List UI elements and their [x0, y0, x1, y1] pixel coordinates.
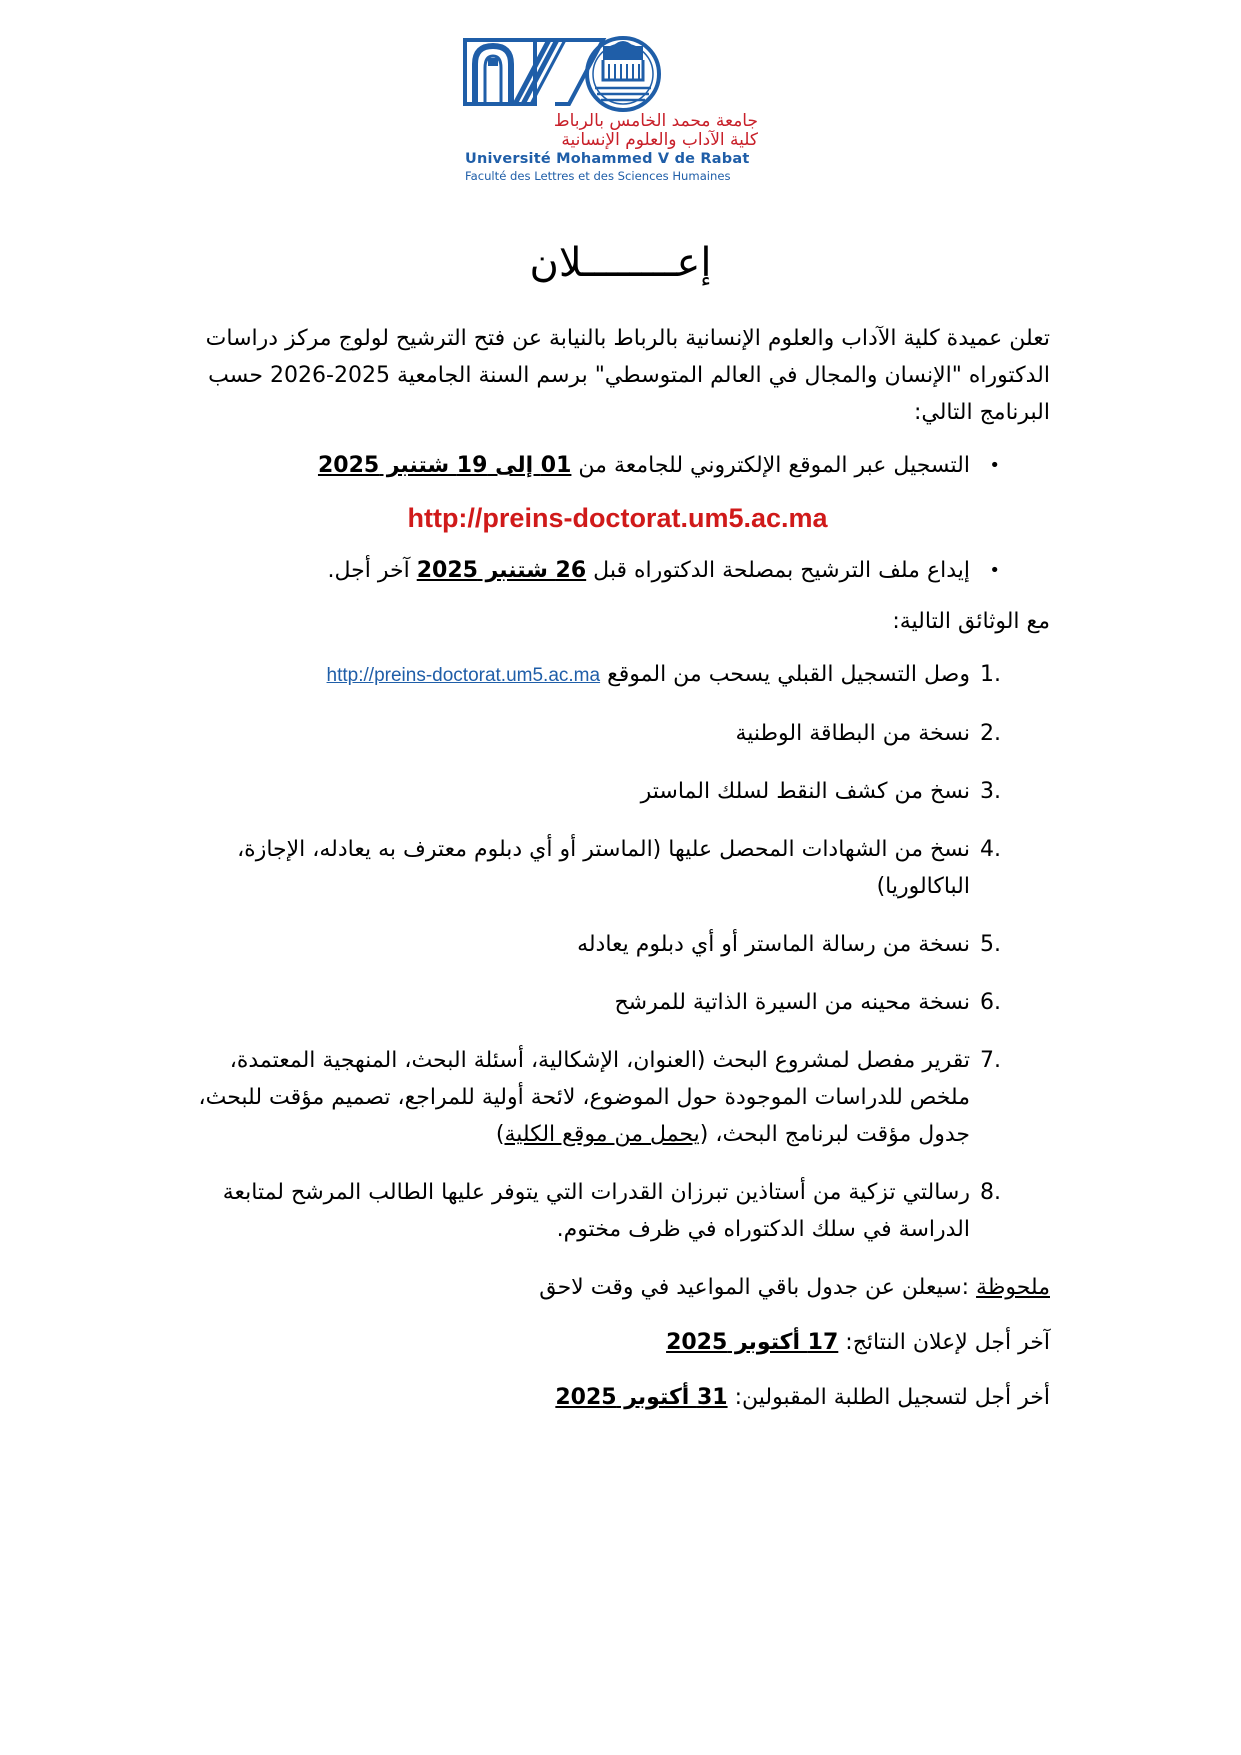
download-note: يحمل من موقع الكلية: [504, 1122, 700, 1147]
results-deadline-date: 17 أكتوبر 2025: [666, 1330, 839, 1355]
registration-deadline-date: 31 أكتوبر 2025: [555, 1385, 728, 1410]
note-line: [185, 1269, 1050, 1306]
preregistration-link[interactable]: http://preins-doctorat.um5.ac.ma: [326, 665, 601, 686]
note-label: ملحوظة: [976, 1275, 1050, 1300]
bullet-dot-icon: •: [989, 455, 1000, 476]
list-item-text: نسخة من رسالة الماستر أو أي دبلوم يعادله: [577, 932, 970, 957]
list-item-number: 2.: [980, 721, 1001, 746]
announcement-body: [185, 320, 1050, 1434]
bullet-deposit: [185, 552, 1050, 589]
list-item-number: 8.: [980, 1180, 1001, 1205]
registration-url[interactable]: http://preins-doctorat.um5.ac.ma: [407, 503, 828, 533]
university-logo: [463, 32, 758, 182]
results-deadline: [185, 1324, 1050, 1361]
list-item-text: نسخ من الشهادات المحصل عليها (الماستر أو أي دبلوم معترف به يعادله، الإجازة، الباكالوريا): [237, 837, 970, 899]
registration-deadline: [185, 1379, 1050, 1416]
list-item-number: 5.: [980, 932, 1001, 957]
list-item: [185, 656, 1050, 694]
logo-french-line2: Faculté des Lettres et des Sciences Humaines: [465, 169, 731, 183]
list-item: 7. تقرير مفصل لمشروع البحث (العنوان، الإشكالية، أسئلة البحث، المنهجية المعتمدة، ملخص للدراسات الموجودة حول الموضوع، لائحة أولية للمراجع، تصميم مؤقت للبحث، جدول مؤقت لبرنامج البحث، (يحمل من موقع الكلية): [185, 1042, 1050, 1153]
bullet-deposit-tail: آخر أجل.: [327, 558, 410, 583]
list-item-text: نسخة محينه من السيرة الذاتية للمرشح: [614, 990, 970, 1015]
list-item-number: 4.: [980, 837, 1001, 862]
list-item-text: وصل التسجيل القبلي يسحب من الموقع: [607, 662, 970, 687]
list-item-text: نسخ من كشف النقط لسلك الماستر: [640, 779, 970, 804]
list-item: [185, 831, 1050, 905]
list-item: [185, 715, 1050, 752]
list-item: [185, 1174, 1050, 1248]
logo-arabic-name: [463, 112, 758, 150]
list-item: [185, 926, 1050, 963]
logo-french-line1: Université Mohammed V de Rabat: [465, 151, 750, 167]
list-item-text: نسخة من البطاقة الوطنية: [735, 721, 970, 746]
list-item-number: 1.: [980, 662, 1001, 687]
list-item: [185, 773, 1050, 810]
bullet-registration: [185, 447, 1050, 484]
bullet-dot-icon: •: [989, 560, 1000, 581]
list-item-text: رسالتي تزكية من أستاذين تبرزان القدرات التي يتوفر عليها الطالب المرشح لمتابعة الدراسة في سلك الدكتوراه في ظرف مختوم.: [222, 1180, 970, 1242]
list-item: [185, 984, 1050, 1021]
logo-arabic-line1: جامعة محمد الخامس بالرباط: [553, 111, 758, 131]
results-deadline-label: آخر أجل لإعلان النتائج:: [845, 1330, 1050, 1355]
logo-arabic-line2: كلية الآداب والعلوم الإنسانية: [561, 130, 758, 150]
list-item-number: 7.: [980, 1048, 1001, 1073]
bullet-registration-date: 01 إلى 19 شتنبر 2025: [317, 453, 572, 478]
list-item-number: 3.: [980, 779, 1001, 804]
note-text: :سيعلن عن جدول باقي المواعيد في وقت لاحق: [539, 1275, 970, 1300]
list-item-text: تقرير مفصل لمشروع البحث (العنوان، الإشكالية، أسئلة البحث، المنهجية المعتمدة، ملخص للدراسات الموجودة حول الموضوع، لائحة أولية للمراجع، تصميم مؤقت للبحث، جدول مؤقت لبرنامج البحث،: [198, 1048, 970, 1147]
documents-heading: مع الوثائق التالية:: [892, 609, 1050, 634]
bullet-deposit-date: 26 شتنبر 2025: [416, 558, 587, 583]
list-item-number: 6.: [980, 990, 1001, 1015]
logo-emblem-icon: [463, 32, 758, 112]
bullet-registration-text: التسجيل عبر الموقع الإلكتروني للجامعة من: [578, 453, 970, 478]
intro-paragraph: تعلن عميدة كلية الآداب والعلوم الإنسانية بالرباط بالنيابة عن فتح الترشيح لولوج مركز دراسات الدكتوراه "الإنسان والمجال في العالم المتوسطي" برسم السنة الجامعية 2025-2026 حسب البرنامج التالي:: [205, 326, 1050, 425]
registration-deadline-label: أخر أجل لتسجيل الطلبة المقبولين:: [734, 1385, 1050, 1410]
bullet-deposit-text: إيداع ملف الترشيح بمصلحة الدكتوراه قبل: [593, 558, 970, 583]
page-title: إعــــــــلان: [529, 240, 712, 286]
